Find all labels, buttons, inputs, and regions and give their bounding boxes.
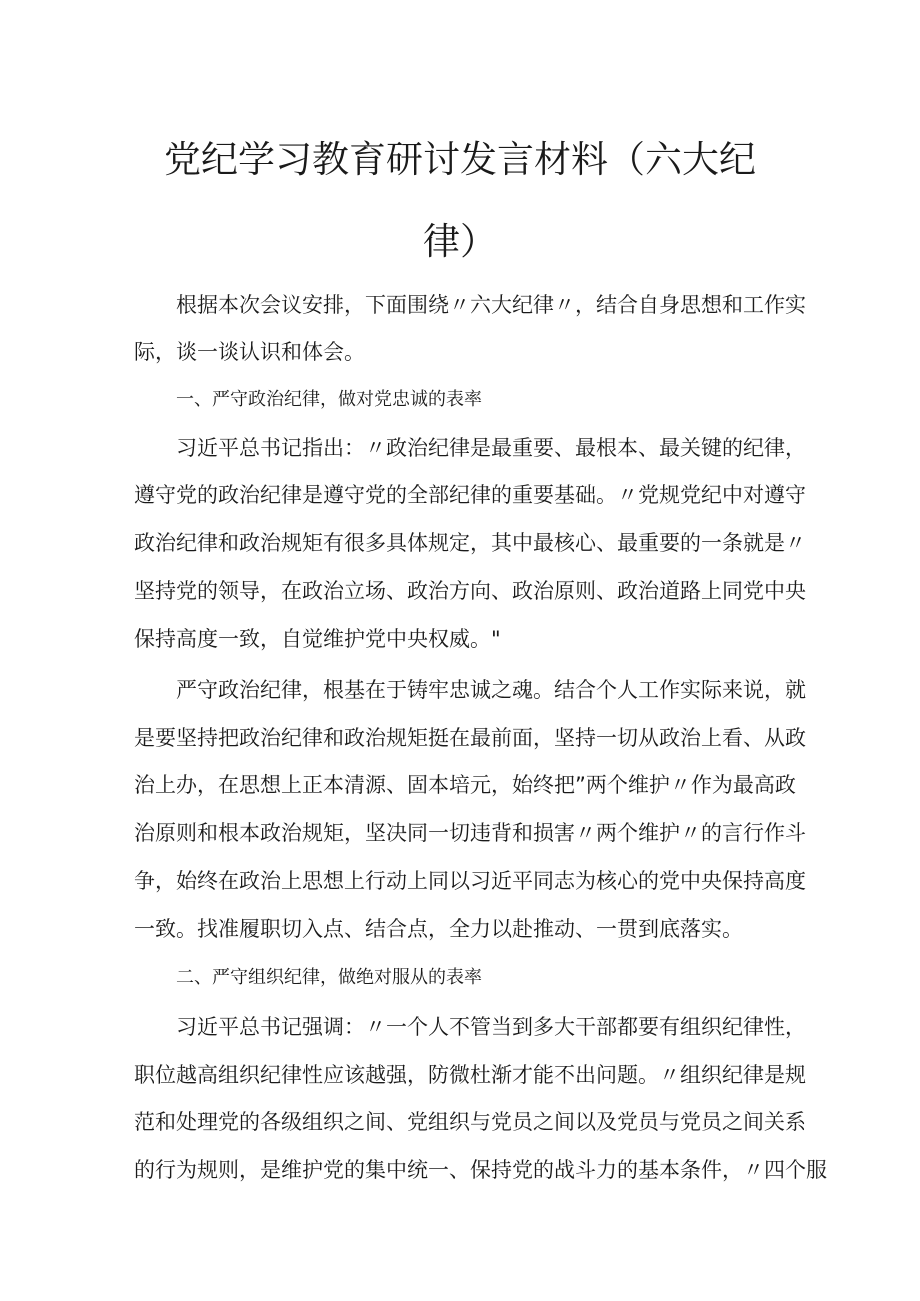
body-line: 的行为规则，是维护党的集中统一、保持党的战斗力的基本条件，〃四个服 — [134, 1158, 827, 1182]
body-line: 根据本次会议安排，下面围绕〃六大纪律〃，结合自身思想和工作实 — [176, 293, 806, 317]
body-line: 习近平总书记强调：〃一个人不管当到多大干部都要有组织纪律性， — [176, 1015, 806, 1039]
body-line: 坚持党的领导，在政治立场、政治方向、政治原则、政治道路上同党中央 — [134, 579, 806, 603]
body-line: 一致。找准履职切入点、结合点，全力以赴推动、一贯到底落实。 — [134, 917, 743, 941]
body-line: 政治纪律和政治规矩有很多具体规定，其中最核心、最重要的一条就是〃 — [134, 531, 806, 555]
document-title-line-1: 党纪学习教育研讨发言材料（六大纪 — [164, 138, 756, 181]
body-line: 争，始终在政治上思想上行动上同以习近平同志为核心的党中央保持高度 — [134, 869, 806, 893]
body-line: 范和处理党的各级组织之间、党组织与党员之间以及党员与党员之间关系 — [134, 1110, 806, 1134]
body-line: 遵守党的政治纪律是遵守党的全部纪律的重要基础。〃党规党纪中对遵守 — [134, 483, 806, 507]
section-heading-2: 二、严守组织纪律，做绝对服从的表率 — [176, 967, 482, 988]
body-line: 职位越高组织纪律性应该越强，防微杜渐才能不出问题。〃组织纪律是规 — [134, 1063, 806, 1087]
body-line: 际，谈一谈认识和体会。 — [134, 340, 365, 364]
document-title-line-2: 律） — [423, 220, 497, 263]
body-line: 是要坚持把政治纪律和政治规矩挺在最前面，坚持一切从政治上看、从政 — [134, 726, 806, 750]
body-line: 习近平总书记指出：〃政治纪律是最重要、最根本、最关键的纪律， — [176, 436, 806, 460]
section-heading-1: 一、严守政治纪律，做对党忠诚的表率 — [176, 389, 482, 410]
body-line: 治原则和根本政治规矩，坚决同一切违背和损害〃两个维护〃的言行作斗 — [134, 821, 806, 845]
body-line: 严守政治纪律，根基在于铸牢忠诚之魂。结合个人工作实际来说，就 — [176, 678, 806, 702]
body-line: 保持高度一致，自觉维护党中央权威。" — [134, 627, 501, 651]
body-line: 治上办，在思想上正本清源、固本培元，始终把”两个维护〃作为最高政 — [134, 773, 796, 797]
